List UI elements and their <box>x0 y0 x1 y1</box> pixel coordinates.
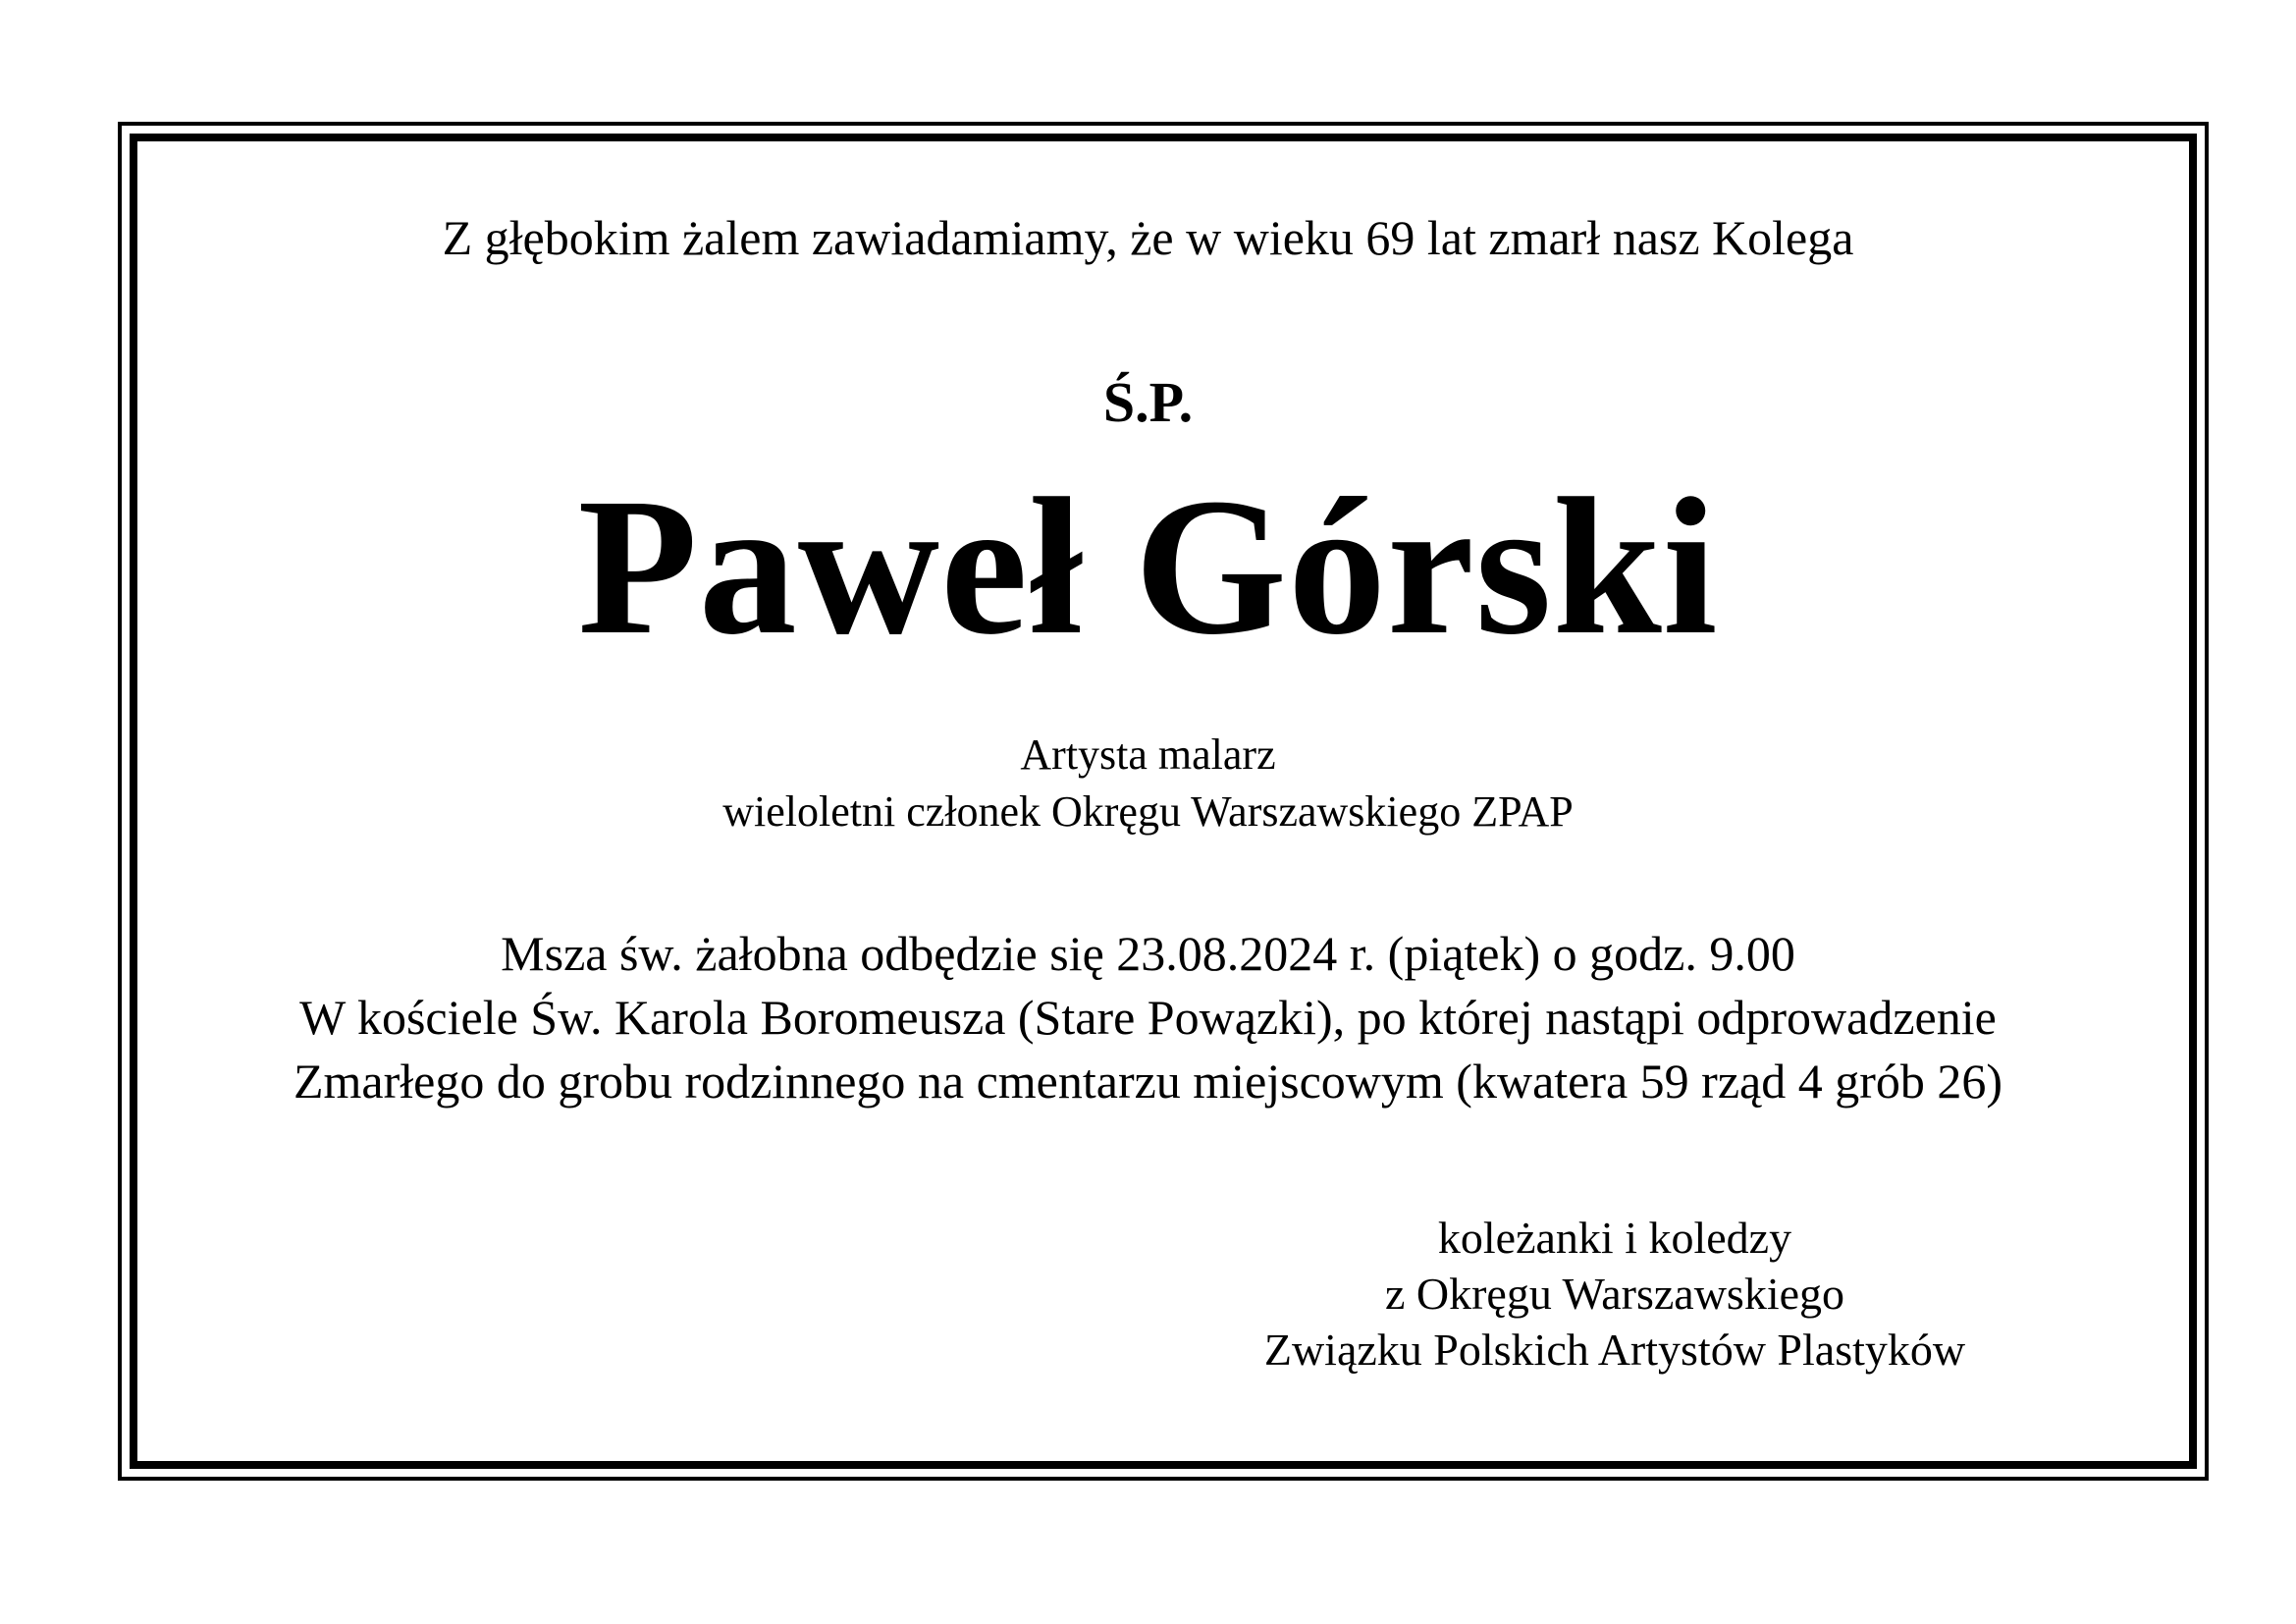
funeral-info-line: Msza św. żałobna odbędzie się 23.08.2024 r. (piątek) o godz. 9.00 <box>501 926 1795 981</box>
role-line: wieloletni członek Okręgu Warszawskiego ZPAP <box>722 787 1574 836</box>
intro-text: Z głębokim żalem zawiadamiamy, że w wieku 69 lat zmarł nasz Kolega <box>442 210 1854 265</box>
signature-line: Związku Polskich Artystów Plastyków <box>1263 1325 1966 1375</box>
funeral-info-line: W kościele Św. Karola Boromeusza (Stare Powązki), po której nastąpi odprowadzenie <box>299 990 1997 1045</box>
signature-line: koleżanki i koledzy <box>1437 1213 1792 1263</box>
signature-line: z Okręgu Warszawskiego <box>1384 1269 1845 1319</box>
deceased-name: Paweł Górski <box>577 459 1719 676</box>
name-prefix: Ś.P. <box>1102 370 1194 434</box>
funeral-info-line: Zmarłego do grobu rodzinnego na cmentarzu miejscowym (kwatera 59 rząd 4 grób 26) <box>293 1054 2003 1109</box>
role-line: Artysta malarz <box>1020 731 1276 779</box>
